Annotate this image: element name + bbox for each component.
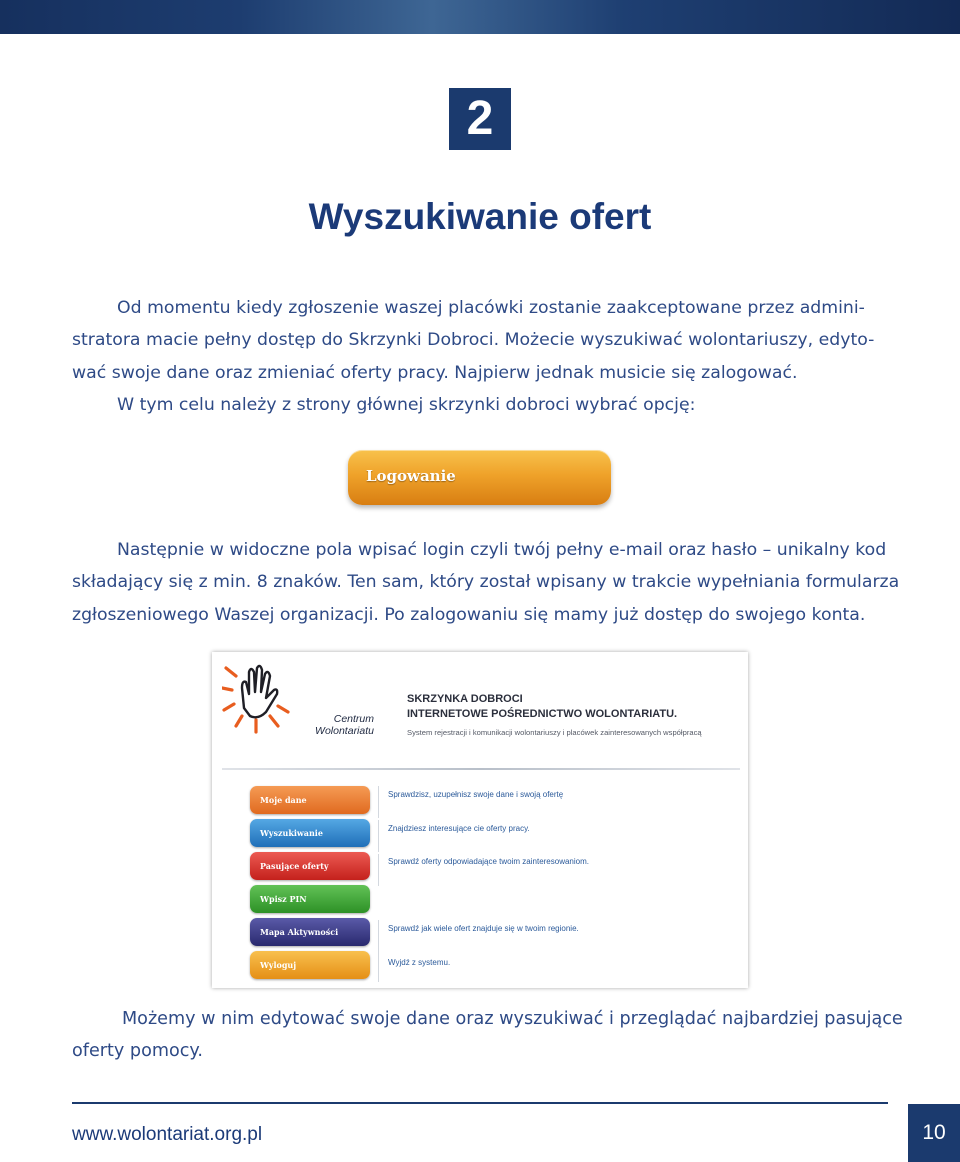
header-divider	[222, 768, 740, 770]
closing-line: oferty pomocy.	[72, 1041, 203, 1062]
intro-line: W tym celu należy z strony głównej skrzynki dobroci wybrać opcję:	[117, 394, 696, 415]
menu-item-wpisz-pin[interactable]	[250, 885, 370, 913]
column-divider	[378, 952, 379, 982]
menu-item-label: Wpisz PIN	[260, 894, 307, 904]
login-info-line: zgłoszeniowego Waszej organizacji. Po zalogowaniu się mamy już dostęp do swojego konta.	[72, 604, 866, 625]
menu-item-label: Pasujące oferty	[260, 861, 329, 871]
site-subheading: System rejestracji i komunikacji wolontariuszy i placówek zainteresowanych współpracą	[407, 728, 702, 737]
org-name: Centrum Wolontariatu	[315, 713, 374, 737]
top-header-band	[0, 0, 960, 34]
footer-divider	[72, 1102, 888, 1104]
menu-item-label: Wyloguj	[260, 960, 297, 970]
site-heading: SKRZYNKA DOBROCI INTERNETOWE POŚREDNICTWO WOLONTARIATU.	[407, 693, 678, 720]
menu-description[interactable]: Sprawdzisz, uzupełnisz swoje dane i swoją ofertę	[388, 790, 564, 799]
column-divider	[378, 820, 379, 852]
menu-item-label: Mapa Aktywności	[260, 927, 339, 937]
login-info-line: składający się z min. 8 znaków. Ten sam, który został wpisany w trakcie wypełniania formularza	[72, 572, 900, 593]
login-info-paragraph	[72, 534, 900, 631]
menu-item-wyszukiwanie[interactable]	[250, 819, 370, 847]
intro-paragraph	[72, 292, 890, 421]
login-button[interactable]	[348, 450, 611, 505]
menu-item-label: Moje dane	[260, 795, 307, 805]
chapter-number-badge: 2	[449, 88, 511, 150]
menu-item-label: Wyszukiwanie	[260, 828, 323, 838]
intro-line: stratora macie pełny dostęp do Skrzynki Dobroci. Możecie wyszukiwać wolontariuszy, edyto-	[72, 330, 875, 351]
column-divider	[378, 920, 379, 952]
closing-paragraph	[72, 1003, 903, 1068]
page-title: Wyszukiwanie ofert	[308, 196, 652, 237]
intro-line: wać swoje dane oraz zmieniać oferty pracy. Najpierw jednak musicie się zalogować.	[72, 362, 798, 383]
hand-sun-logo-icon	[222, 660, 306, 738]
menu-item-mapa-aktywnosci[interactable]	[250, 918, 370, 946]
intro-line: Od momentu kiedy zgłoszenie waszej placówki zostanie zaakceptowane przez admini-	[117, 298, 865, 318]
page-number: 10	[908, 1104, 960, 1162]
login-info-line: Następnie w widoczne pola wpisać login czyli twój pełny e-mail oraz hasło – unikalny kod	[117, 540, 887, 560]
menu-item-wyloguj[interactable]	[250, 951, 370, 979]
menu-item-moje-dane[interactable]	[250, 786, 370, 814]
menu-description[interactable]: Wyjdź z systemu.	[388, 958, 451, 967]
closing-line: Możemy w nim edytować swoje dane oraz wyszukiwać i przeglądać najbardziej pasujące	[122, 1009, 903, 1029]
column-divider	[378, 854, 379, 886]
login-button-label: Logowanie	[366, 467, 456, 485]
menu-description[interactable]: Sprawdź jak wiele ofert znajduje się w twoim regionie.	[388, 924, 579, 933]
account-screenshot	[212, 652, 748, 988]
footer-website-link[interactable]: www.wolontariat.org.pl	[72, 1124, 263, 1145]
menu-description[interactable]: Znajdziesz interesujące cie oferty pracy.	[388, 824, 530, 833]
menu-item-pasujace-oferty[interactable]	[250, 852, 370, 880]
menu-description[interactable]: Sprawdź oferty odpowiadające twoim zainteresowaniom.	[388, 857, 589, 866]
column-divider	[378, 786, 379, 818]
